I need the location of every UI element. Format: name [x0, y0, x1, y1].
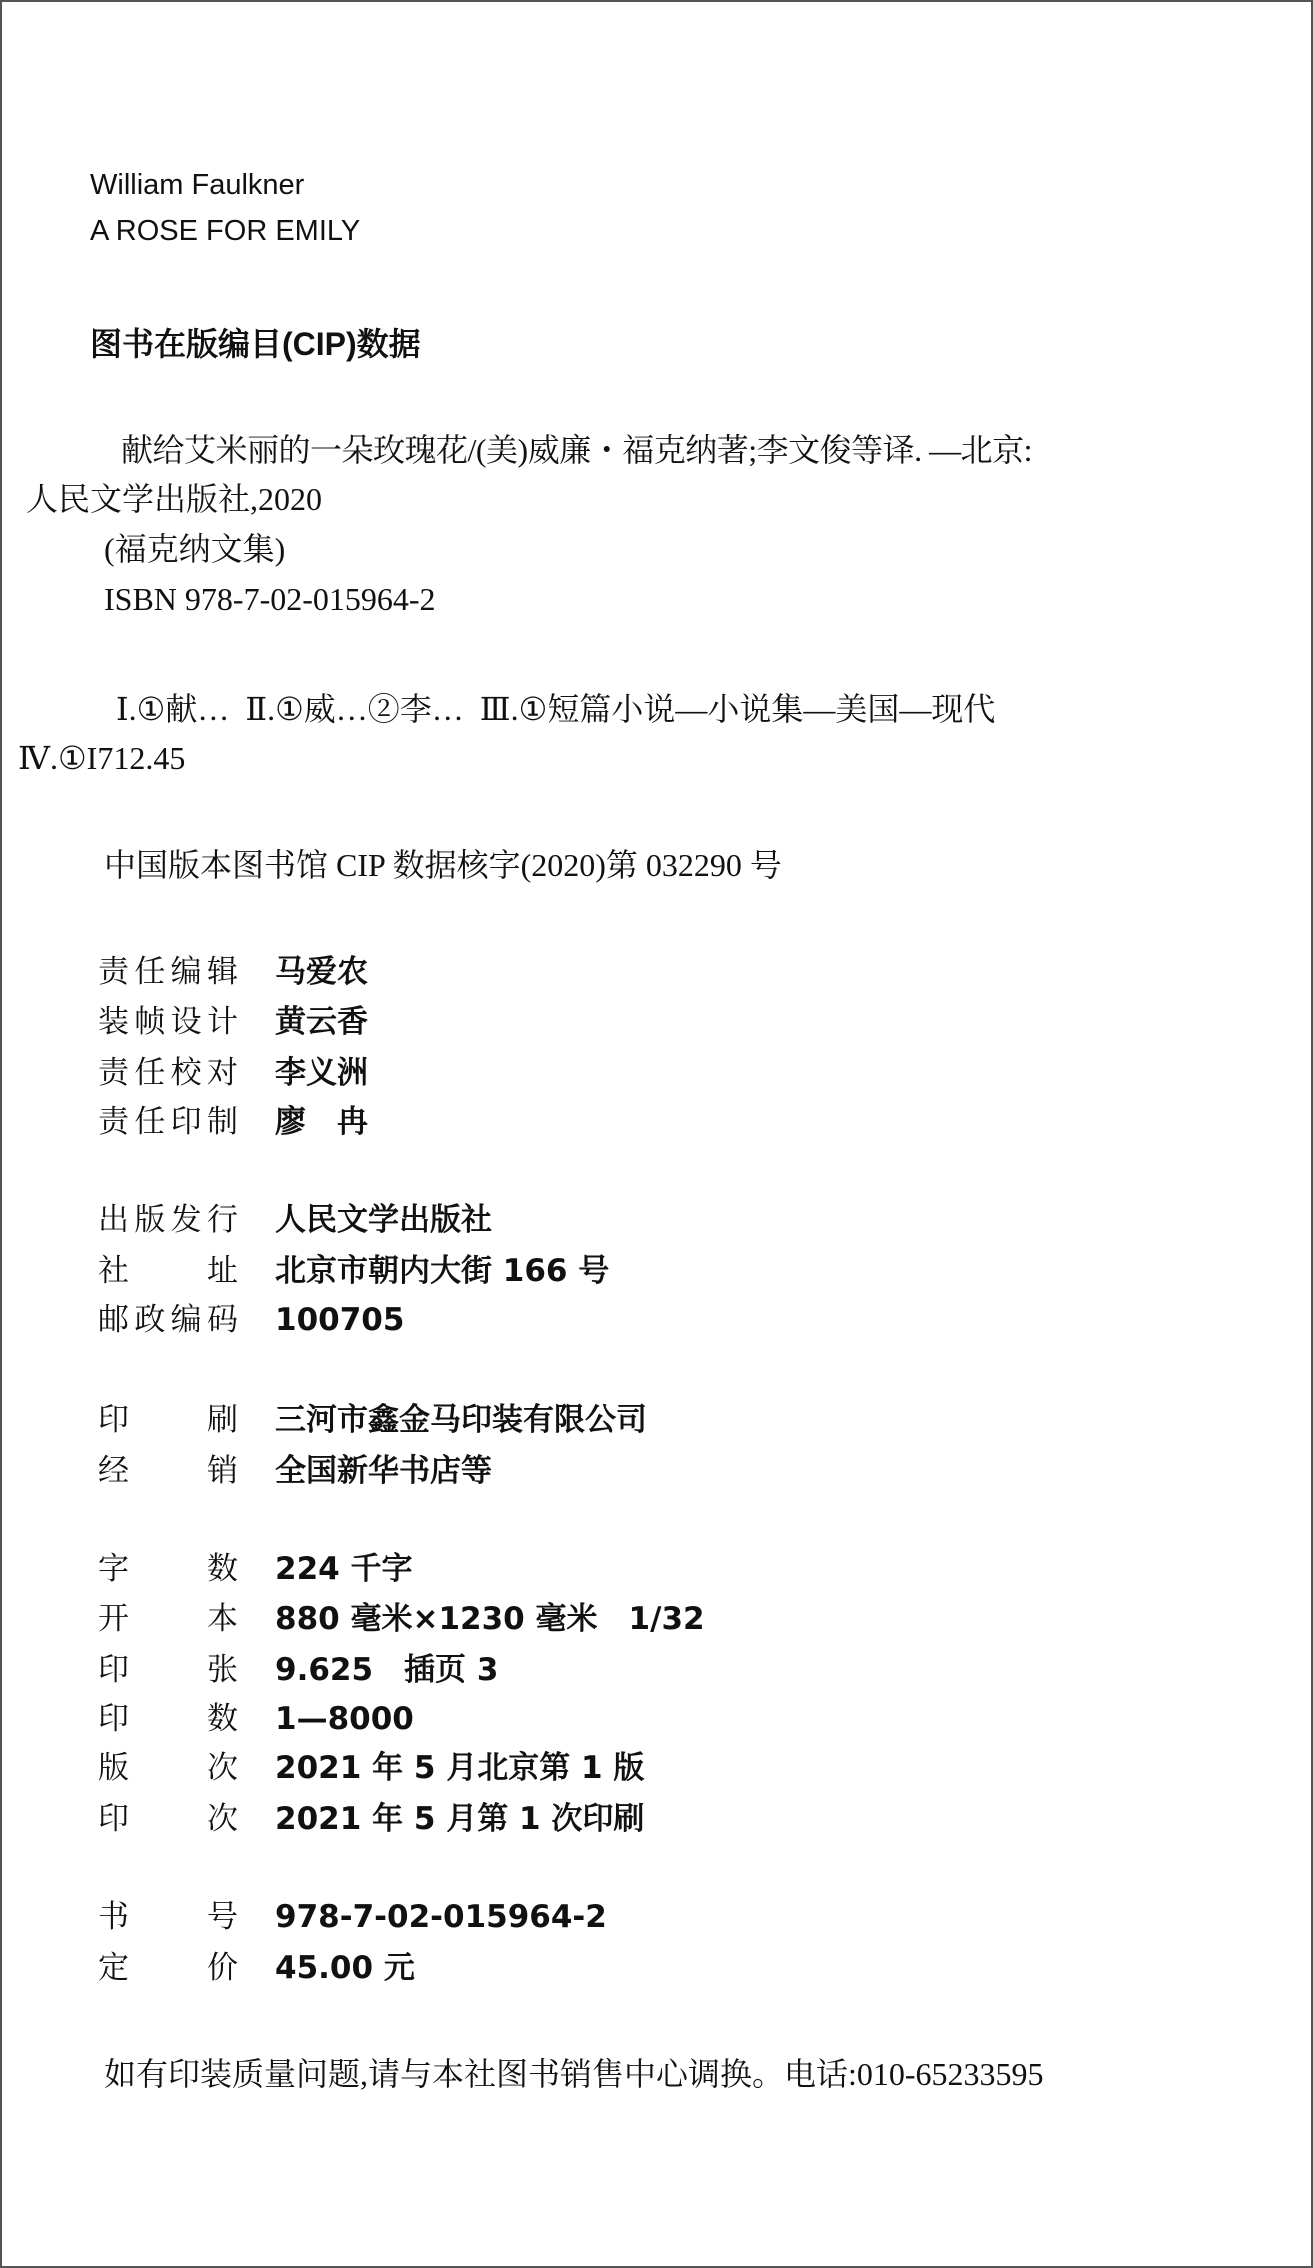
- spec-row: [98, 1597, 705, 1641]
- field-value: 100705: [275, 1302, 405, 1338]
- spec-row: [98, 1746, 645, 1790]
- field-label: 出版发行: [98, 1202, 238, 1238]
- staff-row: [98, 950, 368, 994]
- english-title: A ROSE FOR EMILY: [90, 215, 361, 247]
- staff-row: [98, 1051, 368, 1095]
- field-label: 开本: [98, 1601, 238, 1637]
- field-label: 责任校对: [98, 1055, 238, 1091]
- pricing-row: [98, 1946, 415, 1990]
- field-value: 9.625 插页 3: [275, 1652, 499, 1688]
- field-value: 北京市朝内大街 166 号: [275, 1253, 610, 1289]
- field-value: 978-7-02-015964-2: [275, 1899, 607, 1935]
- english-author: William Faulkner: [90, 169, 305, 201]
- publisher-row: [98, 1198, 492, 1242]
- cip-isbn: ISBN 978-7-02-015964-2: [104, 581, 436, 617]
- field-value: 李义洲: [275, 1055, 368, 1091]
- spec-row: [98, 1697, 414, 1741]
- spec-row: [98, 1797, 645, 1841]
- field-label: 印张: [98, 1652, 238, 1688]
- cip-classification-1: Ⅰ.①献… Ⅱ.①威…②李… Ⅲ.①短篇小说—小说集—美国—现代: [116, 691, 996, 727]
- cip-series: (福克纳文集): [104, 531, 286, 567]
- field-label: 装帧设计: [98, 1004, 238, 1040]
- cip-line-2: 人民文学出版社,2020: [26, 481, 323, 517]
- field-label: 版次: [98, 1750, 238, 1786]
- field-value: 三河市鑫金马印装有限公司: [275, 1402, 647, 1438]
- field-label: 印数: [98, 1701, 238, 1737]
- spec-row: [98, 1648, 499, 1692]
- field-label: 字数: [98, 1551, 238, 1587]
- field-label: 印刷: [98, 1402, 238, 1438]
- field-value: 马爱农: [275, 954, 368, 990]
- field-value: 全国新华书店等: [275, 1453, 492, 1489]
- field-label: 书号: [98, 1899, 238, 1935]
- field-value: 2021 年 5 月第 1 次印刷: [275, 1801, 645, 1837]
- field-value: 人民文学出版社: [275, 1202, 492, 1238]
- staff-row: [98, 1100, 368, 1144]
- staff-row: [98, 1000, 368, 1044]
- field-value: 1—8000: [275, 1701, 414, 1737]
- pricing-row: [98, 1895, 607, 1939]
- field-label: 社址: [98, 1253, 238, 1289]
- cip-line-1: 献给艾米丽的一朵玫瑰花/(美)威廉・福克纳著;李文俊等译. —北京:: [121, 432, 1032, 468]
- field-value: 廖 冉: [275, 1104, 368, 1140]
- field-label: 责任编辑: [98, 954, 238, 990]
- field-value: 黄云香: [275, 1004, 368, 1040]
- field-label: 责任印制: [98, 1104, 238, 1140]
- publisher-row: [98, 1249, 610, 1293]
- publisher-row: [98, 1298, 405, 1342]
- field-label: 邮政编码: [98, 1302, 238, 1338]
- cip-heading: 图书在版编目(CIP)数据: [90, 326, 421, 362]
- field-value: 45.00 元: [275, 1950, 415, 1986]
- printing-row: [98, 1398, 647, 1442]
- footer-notice: 如有印装质量问题,请与本社图书销售中心调换。电话:010-65233595: [104, 2056, 1044, 2092]
- field-label: 印次: [98, 1801, 238, 1837]
- spec-row: [98, 1547, 413, 1591]
- field-label: 定价: [98, 1950, 238, 1986]
- field-value: 224 千字: [275, 1551, 413, 1587]
- cip-record-number: 中国版本图书馆 CIP 数据核字(2020)第 032290 号: [104, 847, 782, 883]
- printing-row: [98, 1449, 492, 1493]
- field-value: 2021 年 5 月北京第 1 版: [275, 1750, 645, 1786]
- field-value: 880 毫米×1230 毫米 1/32: [275, 1601, 705, 1637]
- field-label: 经销: [98, 1453, 238, 1489]
- cip-classification-2: Ⅳ.①I712.45: [18, 740, 186, 776]
